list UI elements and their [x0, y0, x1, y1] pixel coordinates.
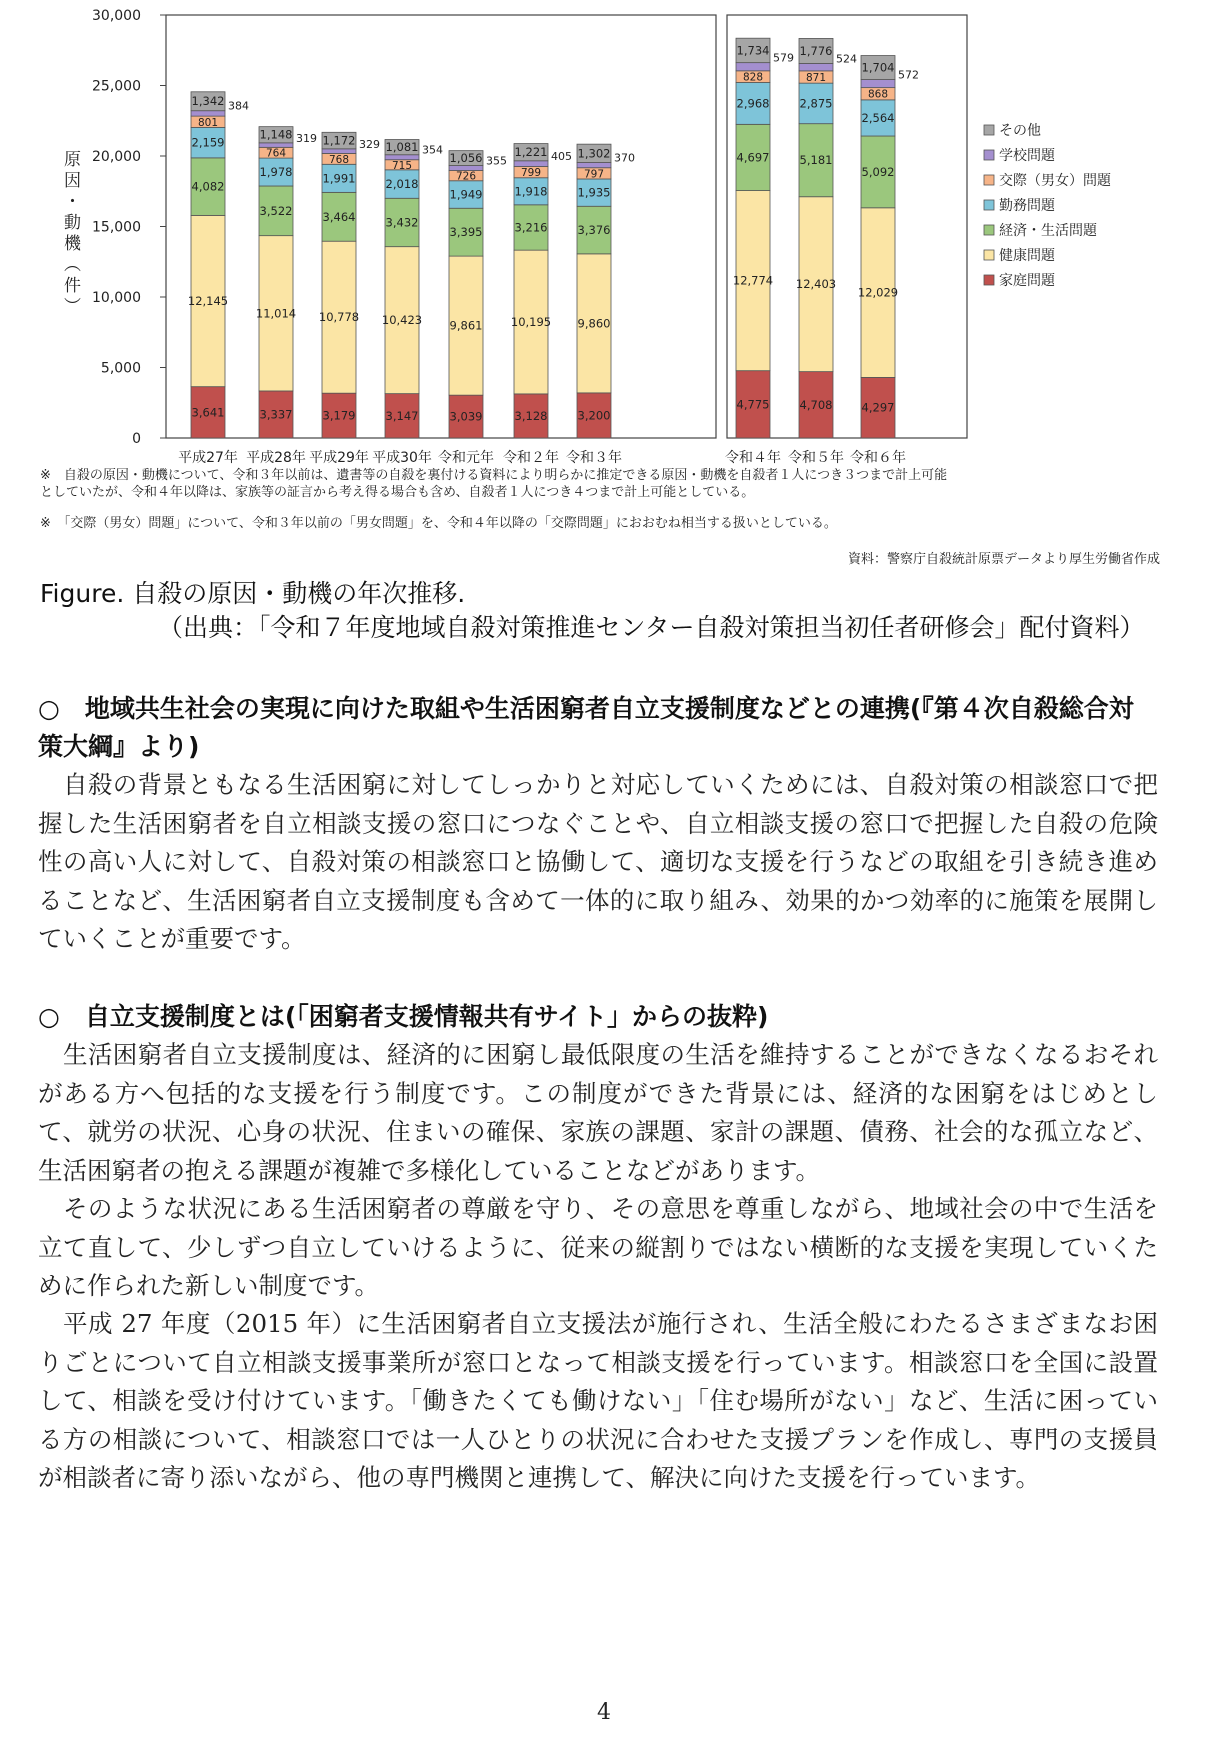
data-label: 4,082: [191, 179, 225, 194]
y-tick-label: 5,000: [100, 360, 141, 377]
data-label: 370: [614, 151, 635, 165]
data-label: 12,403: [795, 277, 837, 292]
data-label: 3,200: [577, 408, 611, 423]
data-label: 3,179: [322, 408, 356, 423]
bar-segment: [385, 155, 419, 160]
legend-label: その他: [999, 123, 1041, 139]
data-label: 1,704: [861, 60, 895, 75]
data-label: 1,302: [577, 146, 611, 161]
section-2-heading: ○ 自立支援制度とは(「困窮者支援情報共有サイト」からの抜粋): [38, 1002, 769, 1031]
bar-segment: [861, 80, 895, 88]
data-label: 1,342: [191, 94, 225, 109]
x-tick-label: 令和元年: [438, 450, 494, 466]
data-label: 1,148: [259, 127, 293, 142]
section-2-paragraph-3: 平成 27 年度（2015 年）に生活困窮者自立支援法が施行され、生活全般にわたるさまざまなお困りごとについて自立相談支援事業所が窓口となって相談支援を行っています。相談窓口を全国に設置して、相談を受け付けています。「働きたくても働けない」「住む場所がない」など、生活に困っている方の相談について、相談窓口では一人ひとりの状況に合わせた支援プランを作成し、専門の支援員が相談者に寄り添いながら、他の専門機関と連携して、解決に向けた支援を行っています。: [38, 1309, 1158, 1492]
data-label: 5,181: [799, 153, 833, 168]
bar-segment: [514, 161, 548, 167]
bar-segment: [191, 111, 225, 116]
data-label: 3,128: [514, 408, 548, 423]
chart-note-1-line-2: としていたが、令和４年以降は、家族等の証言から考え得る場合も含め、自殺者１人につき４つまで計上可能としている。: [40, 485, 755, 500]
legend-label: 経済・生活問題: [999, 223, 1097, 239]
data-label: 2,159: [191, 135, 225, 150]
chart-note-1-line-1: ※ 自殺の原因・動機について、令和３年以前は、遺書等の自殺を裏付ける資料により明らかに推定できる原因・動機を自殺者１人につき３つまで計上可能: [40, 468, 948, 483]
y-tick-label: 15,000: [92, 219, 141, 236]
data-label: 11,014: [255, 306, 297, 321]
data-label: 1,221: [514, 145, 548, 160]
data-label: 9,861: [449, 318, 483, 333]
y-tick-label: 10,000: [92, 290, 141, 306]
x-tick-label: 令和６年: [850, 450, 906, 466]
data-label: 10,778: [318, 310, 360, 325]
data-label: 4,708: [799, 397, 833, 412]
data-label: 1,978: [259, 165, 293, 180]
x-tick-label: 令和３年: [566, 450, 622, 466]
stacked-bar-chart: [38, 0, 1160, 470]
y-tick-label: 0: [132, 431, 141, 447]
section-2-paragraph-2: そのような状況にある生活困窮者の尊厳を守り、その意思を尊重しながら、地域社会の中で生活を立て直して、少しずつ自立していけるように、従来の縦割りではない横断的な支援を実現していくために作られた新しい制度です。: [38, 1194, 1158, 1300]
data-label: 3,395: [449, 225, 483, 240]
data-label: 329: [359, 137, 380, 151]
x-tick-label: 令和２年: [503, 450, 559, 466]
data-label: 3,039: [449, 409, 483, 424]
x-tick-label: 平成29年: [309, 450, 369, 466]
section-1-paragraph: 自殺の背景ともなる生活困窮に対してしっかりと対応していくためには、自殺対策の相談窓口で把握した生活困窮者を自立相談支援の窓口につなぐことや、自立相談支援の窓口で把握した自殺の危険性の高い人に対して、自殺対策の相談窓口と協働して、適切な支援を行うなどの取組を引き続き進めることなど、生活困窮者自立支援制度も含めて一体的に取り組み、効果的かつ効率的に施策を展開していくことが重要です。: [38, 770, 1158, 953]
bar-segment: [577, 163, 611, 168]
data-label: 572: [898, 68, 919, 82]
bar-segment: [322, 149, 356, 154]
x-tick-label: 平成27年: [178, 450, 238, 466]
data-label: 3,464: [322, 209, 356, 224]
legend-swatch: [984, 250, 994, 260]
bar-segment: [736, 63, 770, 71]
data-label: 3,147: [385, 408, 419, 423]
page-number: 4: [597, 1700, 611, 1725]
data-label: 1,918: [514, 184, 548, 199]
data-label: 4,775: [736, 397, 770, 412]
y-tick-label: 20,000: [92, 149, 141, 165]
legend-label: 家庭問題: [999, 273, 1055, 289]
data-label: 2,875: [799, 96, 833, 111]
chart-source: 資料：警察庁自殺統計原票データより厚生労働省作成: [847, 552, 1160, 567]
data-label: 354: [422, 143, 443, 157]
data-label: 384: [228, 99, 249, 113]
x-tick-label: 令和４年: [725, 450, 781, 466]
data-label: 2,968: [736, 96, 770, 111]
legend-swatch: [984, 125, 994, 135]
legend-label: 交際（男女）問題: [999, 173, 1111, 189]
data-label: 799: [520, 167, 542, 180]
data-label: 10,423: [381, 313, 423, 328]
data-label: 3,376: [577, 223, 611, 238]
data-label: 3,337: [259, 407, 293, 422]
legend-label: 勤務問題: [999, 198, 1055, 214]
data-label: 12,029: [857, 285, 899, 300]
data-label: 726: [455, 170, 477, 183]
figure-caption: Figure. 自殺の原因・動機の年次推移.: [40, 579, 466, 608]
data-label: 4,697: [736, 150, 770, 165]
data-label: 319: [296, 131, 317, 145]
x-tick-label: 令和５年: [788, 450, 844, 466]
legend-swatch: [984, 275, 994, 285]
y-tick-label: 25,000: [92, 78, 141, 95]
bar-segment: [799, 63, 833, 70]
data-label: 828: [742, 71, 764, 84]
legend-swatch: [984, 225, 994, 235]
data-label: 1,991: [322, 171, 356, 186]
section-2-paragraph-1: 生活困窮者自立支援制度は、経済的に困窮し最低限度の生活を維持することができなくなるおそれがある方へ包括的な支援を行う制度です。この制度ができた背景には、経済的な困窮をはじめとして、就労の状況、心身の状況、住まいの確保、家族の課題、家計の課題、債務、社会的な孤立など、生活困窮者の抱える課題が複雑で多様化していることなどがあります。: [38, 1040, 1158, 1185]
data-label: 1,949: [449, 187, 483, 202]
data-label: 1,056: [449, 151, 483, 166]
data-label: 3,522: [259, 203, 293, 218]
data-label: 3,216: [514, 220, 548, 235]
data-label: 3,432: [385, 215, 419, 230]
data-label: 871: [805, 72, 827, 85]
data-label: 1,172: [322, 133, 356, 148]
data-label: 405: [551, 149, 572, 163]
y-axis-label: 原因・動機（件）: [60, 150, 80, 318]
data-label: 10,195: [510, 315, 552, 330]
data-label: 797: [583, 168, 605, 181]
figure-source-caption: （出典：「令和７年度地域自殺対策推進センター自殺対策担当初任者研修会」配付資料）: [158, 613, 1145, 642]
data-label: 2,018: [385, 177, 419, 192]
section-1-heading: ○ 地域共生社会の実現に向けた取組や生活困窮者自立支援制度などとの連携(『第４次自殺総合対策大綱』より): [38, 694, 1134, 761]
plot-frame-left: [166, 15, 716, 438]
data-label: 3,641: [191, 405, 225, 420]
data-label: 1,734: [736, 43, 770, 58]
data-label: 1,776: [799, 43, 833, 58]
data-label: 355: [486, 154, 507, 168]
bar-segment: [259, 143, 293, 147]
data-label: 12,774: [732, 273, 774, 288]
legend-swatch: [984, 175, 994, 185]
data-label: 524: [836, 52, 857, 66]
data-label: 9,860: [577, 316, 611, 331]
data-label: 12,145: [187, 294, 229, 309]
data-label: 868: [867, 88, 889, 101]
data-label: 579: [773, 51, 794, 65]
bar-segment: [449, 166, 483, 171]
data-label: 764: [265, 147, 287, 160]
legend-swatch: [984, 200, 994, 210]
x-tick-label: 平成30年: [372, 450, 432, 466]
data-label: 801: [197, 116, 219, 129]
chart-note-2: ※ 「交際（男女）問題」について、令和３年以前の「男女問題」を、令和４年以降の「交際問題」におおむね相当する扱いとしている。: [40, 516, 837, 531]
data-label: 1,935: [577, 185, 611, 200]
data-label: 1,081: [385, 140, 419, 155]
y-tick-label: 30,000: [92, 8, 141, 24]
data-label: 5,092: [861, 164, 895, 179]
data-label: 768: [328, 153, 350, 166]
data-label: 715: [391, 159, 413, 172]
legend-swatch: [984, 150, 994, 160]
legend-label: 学校問題: [999, 148, 1055, 164]
legend-label: 健康問題: [999, 248, 1055, 264]
x-tick-label: 平成28年: [246, 450, 306, 466]
data-label: 4,297: [861, 400, 895, 415]
data-label: 2,564: [861, 110, 895, 125]
